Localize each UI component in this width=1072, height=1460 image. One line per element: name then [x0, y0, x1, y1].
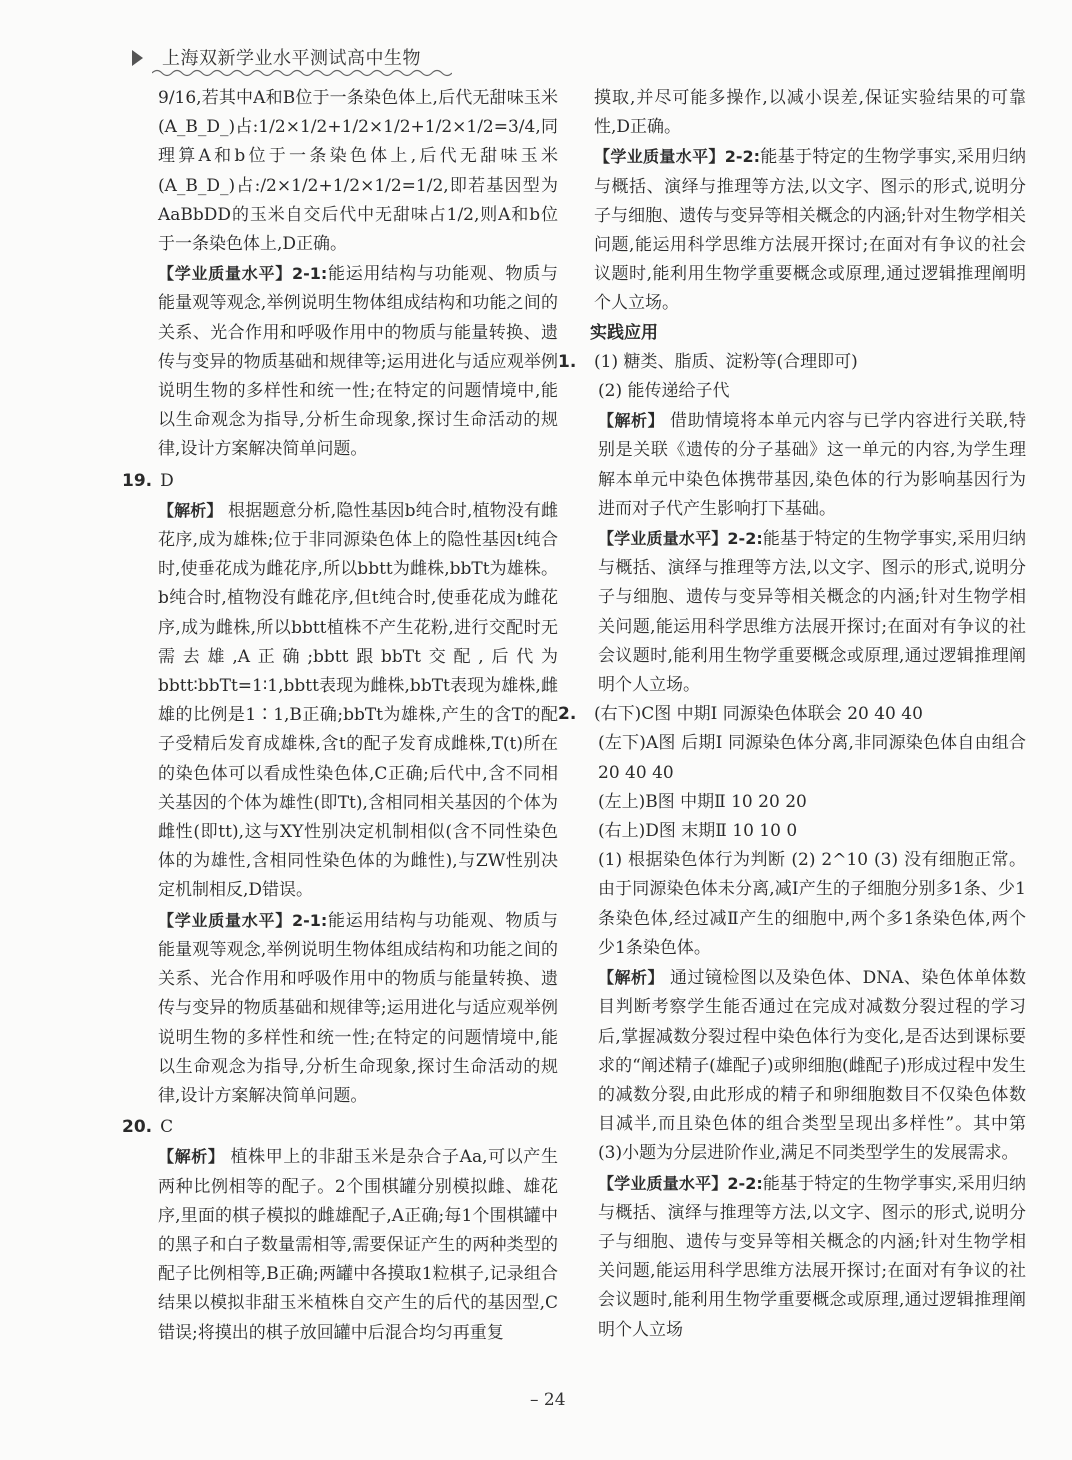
wavy-underline-decoration: [152, 68, 452, 78]
practice-1-quality-level: [594, 524, 1026, 700]
question-19-analysis: [158, 496, 558, 906]
question-19-answer: [122, 467, 558, 496]
analysis-text: 通过镜检图以及染色体、DNA、染色体单体数目判断考察学生能否通过在完成对减数分裂过程的学习后,掌握减数分裂过程中染色体行为变化,是否达到课标要求的“阐述精子(雄配子)或卵细胞(雌配子)形成过程中发生的减数分裂,由此形成的精子和卵细胞数目不仅染色体数目减半,而且染色体的组合类型呈现出多样性”。其中第(3)小题为分层进阶作业,满足不同类型学生的发展需求。: [598, 968, 1026, 1164]
continued-answer-text: 9/16,若其中A和B位于一条染色体上,后代无甜味玉米(A_B_D_)占:1/2×1/2+1/2×1/2+1/2×1/2=3/4,同理算A和b位于一条染色体上,后代无甜味玉米(A_B_D_)占:/2×1/2+1/2×1/2=1/2,即若基因型为AaBbDD的玉米自交后代中无甜味占1/2,则A和b位于一条染色体上,D正确。: [158, 88, 558, 255]
continued-analysis-text: 摸取,并尽可能多操作,以减小误差,保证实验结果的可靠性,D正确。: [594, 88, 1026, 138]
analysis-tag: 【解析】: [158, 500, 223, 520]
question-number: 20.: [122, 1117, 153, 1138]
practice-2-analysis: [594, 963, 1026, 1168]
analysis-tag: 【解析】: [158, 1147, 225, 1167]
running-header: [132, 44, 462, 80]
practice-1-part-2: (2) 能传递给子代: [598, 381, 730, 402]
quality-level-tag: 【学业质量水平】2-2:: [594, 147, 761, 167]
quality-level-text: 能基于特定的生物学事实,采用归纳与概括、演绎与推理等方法,以文字、图示的形式,说明分子与细胞、遗传与变异等相关概念的内涵;针对生物学相关问题,能运用科学思维方法展开探讨;在面对有争议的社会议题时,能利用生物学重要概念或原理,通过逻辑推理阐明个人立场。: [594, 147, 1027, 314]
triangle-marker-icon: [132, 50, 143, 66]
analysis-text: 植株甲上的非甜玉米是杂合子Aa,可以产生两种比例相等的配子。2个围棋罐分别模拟雌、雄花序,里面的棋子模拟的雌雄配子,A正确;每1个围棋罐中的黑子和白子数量需相等,需要保证产生的两种类型的配子比例相等,B正确;两罐中各摸取1粒棋子,记录组合结果以模拟非甜玉米植株自交产生的后代的基因型,C错误;将摸出的棋子放回罐中后混合均匀再重复: [158, 1147, 558, 1343]
practice-1-part-1: [558, 348, 1026, 377]
practice-2-row: (左上)B图 中期Ⅱ 10 20 20: [598, 791, 807, 812]
quality-level-paragraph: [158, 259, 558, 464]
question-number: 19.: [122, 470, 153, 491]
practice-2-answer-text: (1) 根据染色体行为判断 (2) 2^10 (3) 没有细胞正常。由于同源染色体未分离,减Ⅰ产生的子细胞分别多1条、少1条染色体,经过减Ⅱ产生的细胞中,两个多1条染色体,两个少1条染色体。: [598, 850, 1026, 958]
practice-2-row: [558, 700, 1026, 729]
quality-level-text: 能运用结构与功能观、物质与能量观等观念,举例说明生物体组成结构和功能之间的关系、光合作用和呼吸作用中的物质与能量转换、遗传与变异的物质基础和规律等;运用进化与适应观举例说明生物的多样性和统一性;在特定的问题情境中,能以生命观念为指导,分析生命现象,探讨生命活动的规律,设计方案解决简单问题。: [158, 264, 558, 460]
answer-letter: D: [160, 470, 174, 491]
quality-level-tag: 【学业质量水平】2-2:: [598, 529, 763, 549]
practice-2-quality-level: [594, 1169, 1026, 1345]
left-column: [122, 84, 558, 1348]
analysis-text: 根据题意分析,隐性基因b纯合时,植物没有雌花序,成为雄株;位于非同源染色体上的隐性基因t纯合时,使垂花成为雌花序,所以bbtt为雌株,bbTt为雄株。b纯合时,植物没有雌花序,但t纯合时,使垂花成为雌花序,成为雌株,所以bbtt植株不产生花粉,进行交配时无需去雄,A正确;bbtt跟bbTt交配,后代为bbtt∶bbTt=1∶1,bbtt表现为雌株,bbTt表现为雄株,雌雄的比例是1∶1,B正确;bbTt为雄株,产生的含T的配子受精后发育成雄株,含t的配子发育成雌株,T(t)所在的染色体可以看成性染色体,C正确;后代中,含不同相关基因的个体为雄性(即Tt),含相同相关基因的个体为雌性(即tt),这与XY性别决定机制相似(含不同性染色体的为雄性,含相同性染色体的为雌性),与ZW性别决定机制相反,D错误。: [158, 500, 558, 901]
practice-2-row: (左下)A图 后期Ⅰ 同源染色体分离,非同源染色体自由组合 20 40 40: [598, 733, 1026, 783]
question-20-answer: [122, 1113, 558, 1142]
quality-level-paragraph: [594, 142, 1026, 318]
section-heading-practice: 实践应用: [590, 322, 658, 343]
question-19-quality-level: [158, 906, 558, 1111]
question-20-analysis: [158, 1142, 558, 1347]
analysis-text: 借助情境将本单元内容与已学内容进行关联,特别是关联《遗传的分子基础》这一单元的内容,为学生理解本单元中染色体携带基因,染色体的行为影响基因行为进而对子代产生影响打下基础。: [598, 411, 1026, 519]
question-number: 1.: [558, 351, 577, 372]
analysis-tag: 【解析】: [598, 968, 665, 988]
answer-text: (1) 糖类、脂质、淀粉等(合理即可): [594, 351, 858, 372]
quality-level-tag: 【学业质量水平】2-1:: [158, 910, 328, 930]
question-number: 2.: [558, 704, 577, 725]
quality-level-tag: 【学业质量水平】2-1:: [158, 264, 328, 284]
answer-letter: C: [160, 1117, 174, 1138]
quality-level-text: 能基于特定的生物学事实,采用归纳与概括、演绎与推理等方法,以文字、图示的形式,说明分子与细胞、遗传与变异等相关概念的内涵;针对生物学相关问题,能运用科学思维方法展开探讨;在面对有争议的社会议题时,能利用生物学重要概念或原理,通过逻辑推理阐明个人立场: [598, 1173, 1026, 1340]
right-column: [558, 84, 1027, 1345]
page-number: – 24: [530, 1390, 566, 1410]
quality-level-text: 能运用结构与功能观、物质与能量观等观念,举例说明生物体组成结构和功能之间的关系、光合作用和呼吸作用中的物质与能量转换、遗传与变异的物质基础和规律等;运用进化与适应观举例说明生物的多样性和统一性;在特定的问题情境中,能以生命观念为指导,分析生命现象,探讨生命活动的规律,设计方案解决简单问题。: [158, 910, 558, 1106]
book-title: 上海双新学业水平测试高中生物: [162, 48, 421, 69]
practice-1-analysis: [594, 406, 1026, 524]
answer-row: (右下)C图 中期Ⅰ 同源染色体联会 20 40 40: [594, 704, 923, 725]
analysis-tag: 【解析】: [598, 411, 665, 431]
practice-2-row: (右上)D图 末期Ⅱ 10 10 0: [598, 821, 798, 842]
quality-level-tag: 【学业质量水平】2-2:: [598, 1173, 763, 1193]
quality-level-text: 能基于特定的生物学事实,采用归纳与概括、演绎与推理等方法,以文字、图示的形式,说明分子与细胞、遗传与变异等相关概念的内涵;针对生物学相关问题,能运用科学思维方法展开探讨;在面对有争议的社会议题时,能利用生物学重要概念或原理,通过逻辑推理阐明个人立场。: [598, 529, 1026, 696]
